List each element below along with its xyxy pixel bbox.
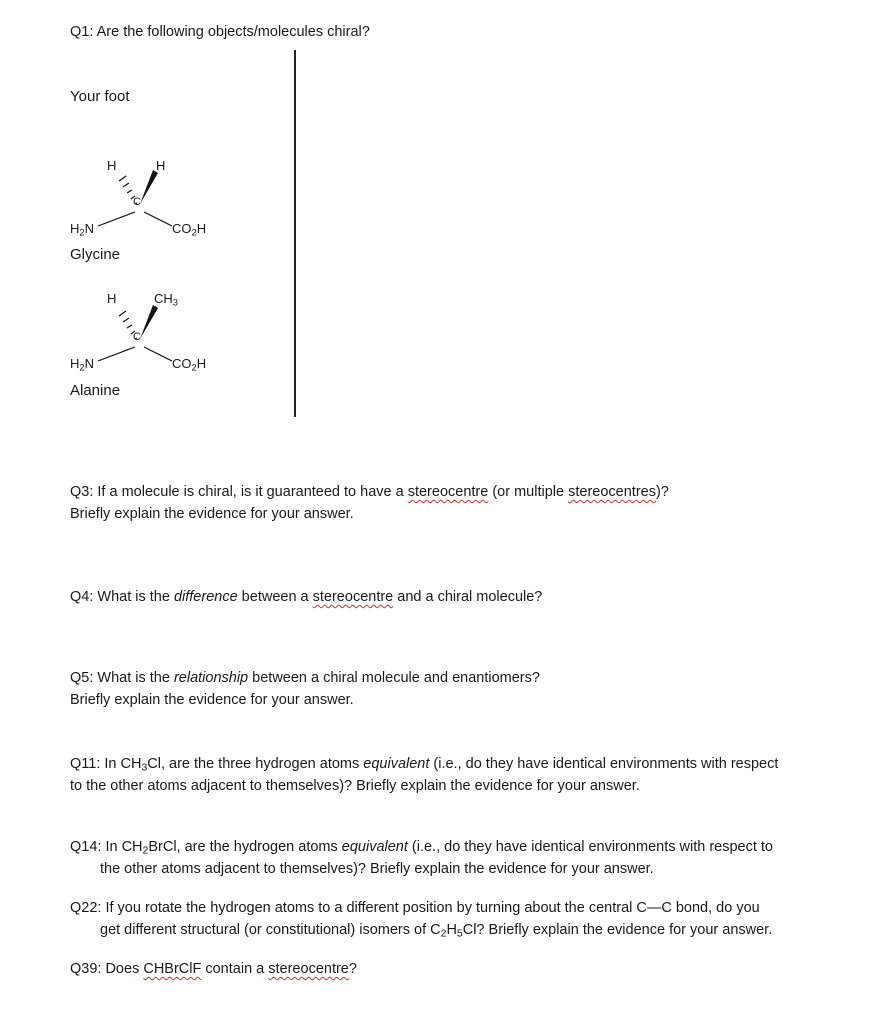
glycine-left-group: $H_2N$ [70,221,94,238]
q22-line1: Q22: If you rotate the hydrogen atoms to a different position by turning about the central C—C bond, do you [70,900,760,916]
vertical-divider [294,50,296,417]
q14-line1: Q14: In $CH_2BrCl$, are the hydrogen atoms equivalent (i.e., do they have identical environments with respect to [70,839,773,857]
q5-question [70,667,540,711]
glycine-right-group: $CO_2H$ [172,221,207,238]
q39-question: Q39: Does CHBrClF contain a stereocentre? [70,961,357,977]
q39-term-stereocentre: stereocentre [268,961,349,977]
glycine-top-right-h: H [156,158,166,173]
glycine-structure [60,150,260,250]
alanine-wedge-bond [140,305,158,339]
q14-line2: the other atoms adjacent to themselves)? Briefly explain the evidence for your answer. [100,861,654,877]
q14-question [70,836,773,880]
q4-emph: difference [173,589,238,605]
q3-question [70,481,669,525]
q11-question [70,753,778,797]
glycine-label: Glycine [70,246,121,263]
q3-line1: Q3: If a molecule is chiral, is it guaranteed to have a stereocentre (or multiple stereocentres)? [70,484,669,500]
alanine-bond-left [98,347,135,361]
q22-line2: get different structural (or constitutional) isomers of $C_2H_5Cl$? Briefly explain the evidence for your answer. [100,922,773,940]
alanine-right-group: $CO_2H$ [172,356,207,373]
your-foot-label: Your foot [70,88,130,105]
alanine-top-right-ch3: $CH_3$ [154,291,178,308]
glycine-wedge-bond [140,170,158,204]
glycine-center-c: C [133,196,141,208]
q1-title: Q1: Are the following objects/molecules chiral? [70,24,370,40]
q11-line2: to the other atoms adjacent to themselves)? Briefly explain the evidence for your answer. [70,778,640,794]
alanine-label: Alanine [70,382,121,399]
q22-question [70,897,772,941]
q11-line1: Q11: In $CH_3Cl$, are the three hydrogen atoms equivalent (i.e., do they have identical environments with respect [70,756,779,774]
glycine-bond-left [98,212,135,226]
q11-emph: equivalent [363,756,430,772]
alanine-structure [60,285,260,385]
q5-emph: relationship [173,670,249,686]
q3-term-stereocentre: stereocentre [407,484,489,500]
q4-question: Q4: What is the difference between a stereocentre and a chiral molecule? [70,589,543,605]
q4-term-stereocentre: stereocentre [312,589,394,605]
alanine-left-group: $H_2N$ [70,356,94,373]
q3-term-stereocentres: stereocentres [568,484,656,500]
q5-line2: Briefly explain the evidence for your answer. [70,692,354,708]
q5-line1: Q5: What is the relationship between a chiral molecule and enantiomers? [70,670,540,686]
glycine-top-left-h: H [107,158,117,173]
glycine-bond-right [144,212,172,226]
alanine-bond-right [144,347,172,361]
alanine-top-left-h: H [107,291,117,306]
q39-term-chbrclf: CHBrClF [143,961,202,977]
q14-emph: equivalent [341,839,408,855]
q3-line2: Briefly explain the evidence for your answer. [70,506,354,522]
alanine-center-c: C [133,331,141,343]
